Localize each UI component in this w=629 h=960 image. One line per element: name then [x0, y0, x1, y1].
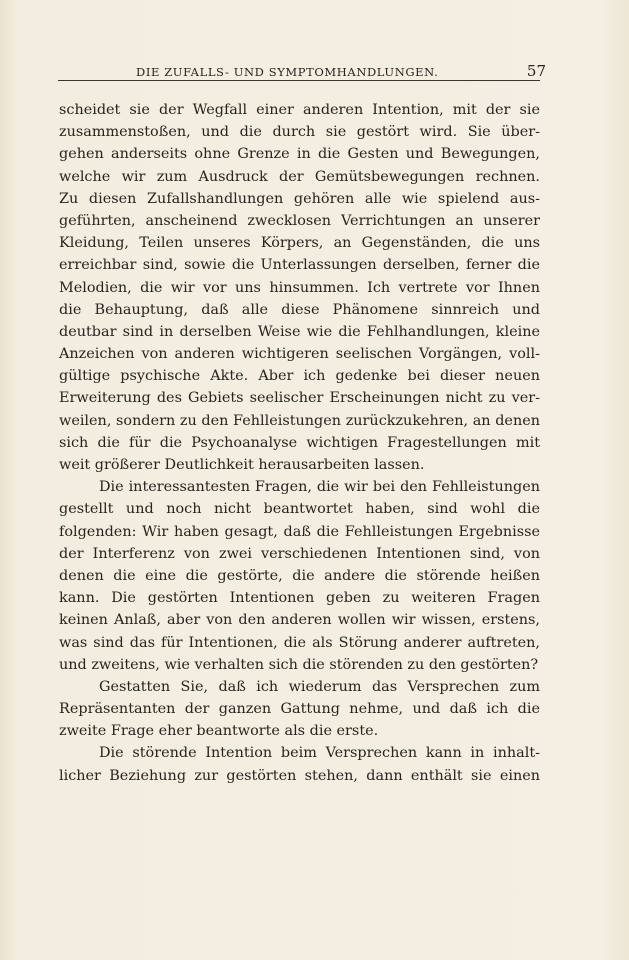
- text-line: weilen, sondern zu den Fehlleistungen zurückzukehren, an denen: [59, 412, 540, 429]
- text-line: welche wir zum Ausdruck der Gemütsbewegungen rechnen.: [59, 168, 540, 185]
- text-line: Kleidung, Teilen unseres Körpers, an Gegenständen, die uns: [59, 235, 540, 252]
- text-line: folgenden: Wir haben gesagt, daß die Fehlleistungen Ergebnisse: [59, 523, 540, 540]
- text-line: gültige psychische Akte. Aber ich gedenke bei dieser neuen: [59, 368, 540, 385]
- text-line: scheidet sie der Wegfall einer anderen Intention, mit der sie: [59, 102, 540, 118]
- text-line: der Interferenz von zwei verschiedenen Intentionen sind, von: [59, 545, 540, 562]
- text-line: kann. Die gestörten Intentionen geben zu weiteren Fragen: [59, 590, 540, 607]
- body-text: [59, 99, 540, 787]
- text-line: erreichbar sind, sowie die Unterlassungen derselben, ferner die: [59, 257, 540, 274]
- running-header: [136, 62, 546, 80]
- text-line: zusammenstoßen, und die durch sie gestört wird. Sie über-: [59, 124, 540, 141]
- text-line: was sind das für Intentionen, die als Störung anderer auftreten,: [59, 634, 540, 651]
- text-line: Anzeichen von anderen wichtigeren seelischen Vorgängen, voll-: [59, 346, 540, 363]
- text-line: gestellt und noch nicht beantwortet haben, sind wohl die: [59, 501, 540, 518]
- text-line: keinen Anlaß, aber von den anderen wollen wir wissen, erstens,: [59, 612, 540, 629]
- text-line: Erweiterung des Gebiets seelischer Erscheinungen nicht zu ver-: [59, 390, 540, 407]
- text-line: geführten, anscheinend zwecklosen Verrichtungen an unserer: [59, 212, 540, 229]
- running-title: DIE ZUFALLS- UND SYMPTOMHANDLUNGEN.: [136, 65, 439, 79]
- page-number: 57: [526, 62, 546, 80]
- text-line: licher Beziehung zur gestörten stehen, dann enthält sie einen: [59, 767, 540, 784]
- text-line: Zu diesen Zufallshandlungen gehören alle wie spielend aus-: [59, 190, 540, 207]
- text-line: weit größerer Deutlichkeit herausarbeiten lassen.: [59, 457, 425, 473]
- text-line: Gestatten Sie, daß ich wiederum das Versprechen zum: [99, 678, 540, 695]
- text-line: deutbar sind in derselben Weise wie die Fehlhandlungen, kleine: [59, 323, 540, 340]
- text-line: denen die eine die gestörte, die andere die störende heißen: [59, 567, 540, 584]
- text-line: gehen anderseits ohne Grenze in die Gesten und Bewegungen,: [59, 146, 540, 163]
- text-line: die Behauptung, daß alle diese Phänomene sinnreich und: [59, 301, 540, 318]
- text-line: Die interessantesten Fragen, die wir bei den Fehlleistungen: [99, 479, 540, 496]
- text-line: sich die für die Psychoanalyse wichtigen Fragestellungen mit: [59, 434, 540, 451]
- text-line: Die störende Intention beim Versprechen kann in inhalt-: [99, 745, 540, 762]
- header-rule: [58, 80, 540, 81]
- text-line: zweite Frage eher beantworte als die erste.: [59, 723, 379, 740]
- text-line: Melodien, die wir vor uns hinsummen. Ich vertrete vor Ihnen: [59, 279, 540, 296]
- text-line: und zweitens, wie verhalten sich die störenden zu den gestörten?: [59, 656, 539, 673]
- text-line: Repräsentanten der ganzen Gattung nehme, und daß ich die: [59, 701, 540, 718]
